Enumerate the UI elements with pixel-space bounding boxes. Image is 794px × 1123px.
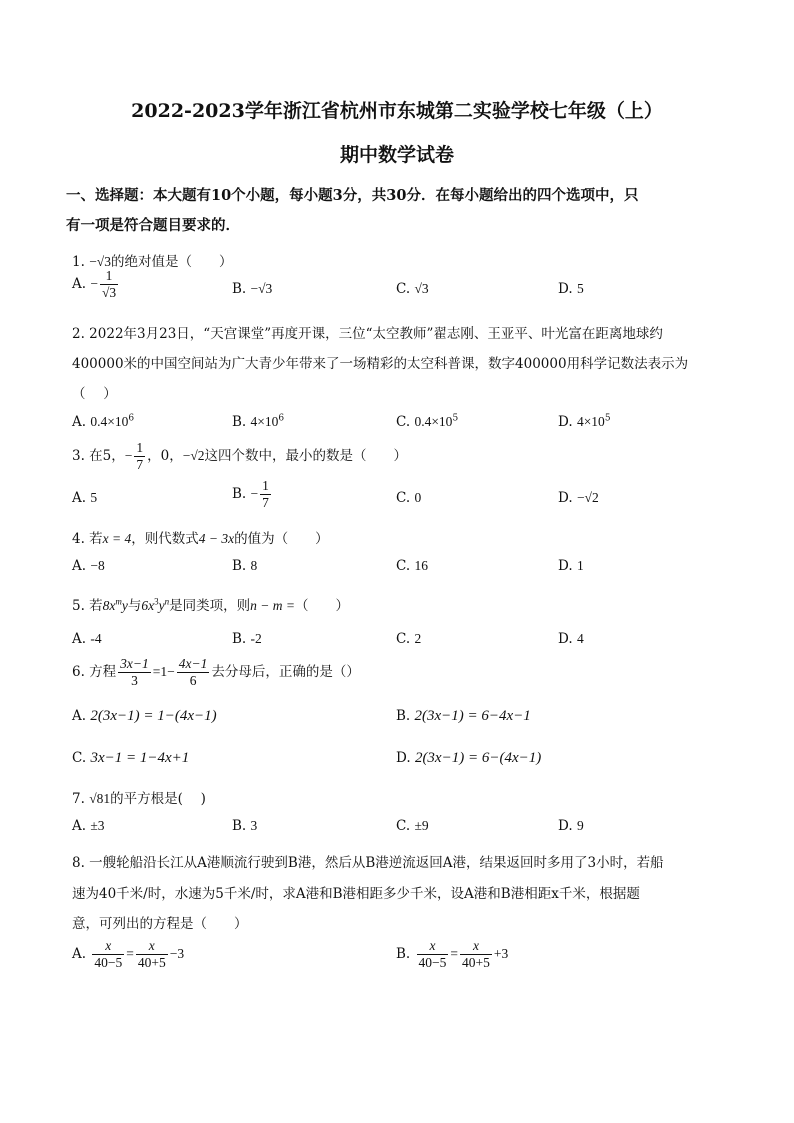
- section-header-line2: 有一项是符合题目要求的．: [66, 217, 240, 234]
- question-6: 6. 方程 $\frac{3x-1}{3}$ =1− $\frac{4x-1}{6}$ 去分母后，正确的是（）: [72, 656, 360, 688]
- section-header-line1: 一、选择题：本大题有10个小题，每小题3分，共30分．在每小题给出的四个选项中，只: [66, 187, 639, 204]
- option-b: B. − $\frac{1}{7}$: [232, 478, 269, 510]
- option-a: A. 2(3x−1) = 1−(4x−1): [72, 708, 217, 724]
- question-2-line2: 400000米的中国空间站为广大青少年带来了一场精彩的太空科普课，数字400000用科学记数法表示为: [72, 356, 689, 372]
- option-c: C. 2: [396, 631, 422, 647]
- question-2-line3: （ ）: [72, 386, 117, 402]
- option-c: C. $0.4\times 10^5$: [396, 413, 459, 430]
- option-b: B. -2: [232, 631, 262, 647]
- fraction: $\frac{1}{√3}$: [101, 268, 117, 300]
- question-7: 7. √81的平方根是( ): [72, 791, 206, 807]
- question-8-line3: 意，可列出的方程是（ ）: [72, 916, 248, 932]
- question-text: 的绝对值是（ ）: [110, 254, 233, 270]
- option-d: D. 1: [558, 558, 584, 574]
- option-a: A. −8: [72, 558, 105, 574]
- option-d: D. 4: [558, 631, 584, 647]
- option-d: D. 2(3x−1) = 6−(4x−1): [396, 750, 542, 766]
- option-d: D. 9: [558, 818, 584, 834]
- option-b: B. 2(3x−1) = 6−4x−1: [396, 708, 531, 724]
- option-a: A. $\frac{x}{40-5}$ = $\frac{x}{40+5}$ −3: [72, 938, 185, 970]
- question-5: 5. 若$8x^my$与$6x^3y^n$是同类项，则n − m =（ ）: [72, 596, 350, 614]
- option-a: A. ±3: [72, 818, 105, 834]
- option-a: A. -4: [72, 631, 102, 647]
- question-4: 4. 若x = 4，则代数式4 − 3x的值为（ ）: [72, 531, 329, 547]
- option-b: B. −√3: [232, 281, 273, 297]
- question-2-line1: 2. 2022年3月23日，“天宫课堂”再度开课，三位“太空教师”翟志刚、王亚平、叶光富在距离地球约: [72, 326, 663, 342]
- option-d: D. 5: [558, 281, 584, 297]
- option-b: B. $4\times 10^6$: [232, 413, 285, 430]
- question-number: 1.: [72, 254, 85, 270]
- option-a: A. − $\frac{1}{√3}$: [72, 268, 117, 300]
- fraction: $\frac{1}{7}$: [136, 440, 144, 472]
- fraction: $\frac{3x-1}{3}$: [120, 656, 149, 688]
- option-a: A. $0.4\times 10^6$: [72, 413, 135, 430]
- option-b: B. 8: [232, 558, 258, 574]
- option-c: C. 16: [396, 558, 428, 574]
- fraction: $\frac{1}{7}$: [262, 478, 269, 510]
- option-c: C. ±9: [396, 818, 429, 834]
- fraction: $\frac{x}{40+5}$: [137, 938, 166, 970]
- math-expression: −√3: [89, 254, 111, 269]
- fraction: $\frac{x}{40-5}$: [94, 938, 123, 970]
- question-8-line2: 速为40千米/时，水速为5千米/时，求A港和B港相距多少千米，设A港和B港相距x千米，根据题: [72, 886, 640, 902]
- fraction: $\frac{4x-1}{6}$: [178, 656, 208, 688]
- fraction: $\frac{x}{40+5}$: [462, 938, 490, 970]
- exam-title-line1: 2022-2023学年浙江省杭州市东城第二实验学校七年级（上）: [131, 100, 663, 122]
- question-3: 3. 在5，− $\frac{1}{7}$ ，0，−√2这四个数中，最小的数是（ ）: [72, 440, 408, 472]
- exam-title-line2: 期中数学试卷: [339, 144, 454, 166]
- option-b: B. 3: [232, 818, 258, 834]
- option-c: C. 3x−1 = 1−4x+1: [72, 750, 190, 766]
- option-a: A. 5: [72, 490, 98, 506]
- option-c: C. 0: [396, 490, 422, 506]
- option-d: D. $4\times 10^5$: [558, 413, 611, 430]
- option-b: B. $\frac{x}{40-5}$ = $\frac{x}{40+5}$ +3: [396, 938, 509, 970]
- fraction: $\frac{x}{40-5}$: [418, 938, 447, 970]
- option-c: C. √3: [396, 281, 429, 297]
- question-1: [72, 250, 232, 270]
- option-d: D. −√2: [558, 490, 599, 506]
- question-8-line1: 8. 一艘轮船沿长江从A港顺流行驶到B港，然后从B港逆流返回A港，结果返回时多用了3小时，若船: [72, 855, 664, 871]
